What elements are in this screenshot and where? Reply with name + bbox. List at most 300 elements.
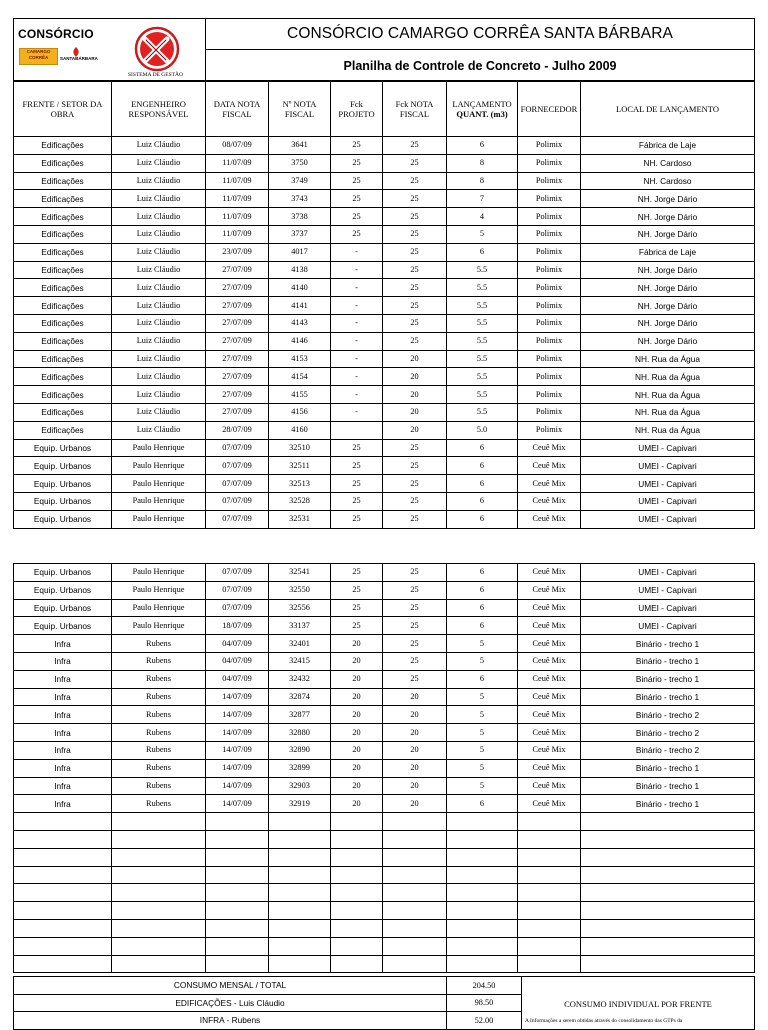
cell-local: NH. Rua da Água xyxy=(581,350,755,368)
table-row xyxy=(14,421,755,439)
cell-frente: Infra xyxy=(14,635,112,653)
cell-engenheiro: Luiz Cláudio xyxy=(112,332,206,350)
cell-fornecedor: Ceuê Mix xyxy=(518,492,581,510)
cell-frente: Edificações xyxy=(14,314,112,332)
cell-fck-projeto: 20 xyxy=(331,795,383,813)
cell-local: NH. Jorge Dário xyxy=(581,190,755,208)
col-lancamento-label: LANÇAMENTO xyxy=(452,98,512,109)
empty-cell xyxy=(269,919,331,937)
cell-quant: 5.5 xyxy=(447,279,518,297)
cell-quant: 5.5 xyxy=(447,386,518,404)
cell-nota: 3743 xyxy=(269,190,331,208)
cell-engenheiro: Rubens xyxy=(112,759,206,777)
empty-cell xyxy=(581,830,755,848)
empty-cell xyxy=(331,866,383,884)
cell-frente: Infra xyxy=(14,706,112,724)
consumo-individual-title: CONSUMO INDIVIDUAL POR FRENTE xyxy=(564,999,712,1009)
cell-data: 11/07/09 xyxy=(206,154,269,172)
table-row xyxy=(14,243,755,261)
cell-local: Binário - trecho 2 xyxy=(581,706,755,724)
cell-engenheiro: Luiz Cláudio xyxy=(112,190,206,208)
table-row xyxy=(14,652,755,670)
cell-fornecedor: Polimix xyxy=(518,261,581,279)
cell-fck-nota: 25 xyxy=(383,599,447,617)
cell-quant: 6 xyxy=(447,137,518,155)
cell-frente: Infra xyxy=(14,759,112,777)
cell-nota: 4160 xyxy=(269,421,331,439)
cell-local: Fábrica de Laje xyxy=(581,243,755,261)
cell-fck-projeto: 20 xyxy=(331,724,383,742)
cell-engenheiro: Luiz Cláudio xyxy=(112,314,206,332)
cell-fornecedor: Polimix xyxy=(518,225,581,243)
cell-engenheiro: Rubens xyxy=(112,706,206,724)
cell-local: UMEI - Capivari xyxy=(581,581,755,599)
cell-frente: Infra xyxy=(14,741,112,759)
empty-cell xyxy=(331,848,383,866)
cell-data: 27/07/09 xyxy=(206,368,269,386)
table-row xyxy=(14,670,755,688)
cell-engenheiro: Luiz Cláudio xyxy=(112,403,206,421)
empty-cell xyxy=(14,830,112,848)
cell-nota: 32541 xyxy=(269,564,331,582)
cell-fornecedor: Polimix xyxy=(518,154,581,172)
cell-local: NH. Jorge Dário xyxy=(581,261,755,279)
cell-local: UMEI - Capivari xyxy=(581,457,755,475)
cell-frente: Infra xyxy=(14,777,112,795)
cell-frente: Equip. Urbanos xyxy=(14,457,112,475)
empty-row xyxy=(14,937,755,955)
cell-quant: 5 xyxy=(447,635,518,653)
consumo-individual-note: A Informações a serem obtidas através do consolidamento das GTPs da xyxy=(525,1018,683,1024)
table-row xyxy=(14,564,755,582)
empty-cell xyxy=(112,866,206,884)
cell-fck-projeto: 25 xyxy=(331,225,383,243)
cell-engenheiro: Luiz Cláudio xyxy=(112,172,206,190)
cell-quant: 5.5 xyxy=(447,297,518,315)
cell-local: Binário - trecho 2 xyxy=(581,741,755,759)
empty-cell xyxy=(447,955,518,973)
cell-fornecedor: Polimix xyxy=(518,314,581,332)
empty-cell xyxy=(518,919,581,937)
cell-quant: 5.5 xyxy=(447,261,518,279)
cell-fck-nota: 25 xyxy=(383,225,447,243)
table-row xyxy=(14,439,755,457)
cell-quant: 6 xyxy=(447,475,518,493)
cell-fornecedor: Polimix xyxy=(518,172,581,190)
table-row xyxy=(14,137,755,155)
cell-quant: 8 xyxy=(447,154,518,172)
cell-fck-nota: 25 xyxy=(383,208,447,226)
cell-fck-projeto: 25 xyxy=(331,190,383,208)
cell-fck-projeto: 20 xyxy=(331,635,383,653)
cell-quant: 5 xyxy=(447,724,518,742)
cell-local: UMEI - Capivari xyxy=(581,617,755,635)
table-row xyxy=(14,350,755,368)
cell-fck-nota: 25 xyxy=(383,439,447,457)
cell-fornecedor: Ceuê Mix xyxy=(518,457,581,475)
cell-frente: Edificações xyxy=(14,137,112,155)
cell-frente: Equip. Urbanos xyxy=(14,510,112,528)
cell-fornecedor: Polimix xyxy=(518,386,581,404)
cell-quant: 6 xyxy=(447,581,518,599)
cell-data: 07/07/09 xyxy=(206,492,269,510)
cell-engenheiro: Rubens xyxy=(112,670,206,688)
cell-frente: Edificações xyxy=(14,421,112,439)
empty-row xyxy=(14,813,755,831)
empty-cell xyxy=(331,919,383,937)
sistema-gestao-label: SISTEMA DE GESTÃO xyxy=(128,72,184,78)
cell-fck-projeto: 20 xyxy=(331,759,383,777)
table-row xyxy=(14,688,755,706)
table-row xyxy=(14,190,755,208)
camargo-correa-logo: CAMARGO CORRÊA xyxy=(19,48,58,65)
cell-local: UMEI - Capivari xyxy=(581,510,755,528)
cell-quant: 6 xyxy=(447,439,518,457)
cell-fck-nota: 25 xyxy=(383,243,447,261)
cell-fck-nota: 20 xyxy=(383,350,447,368)
cell-fck-nota: 25 xyxy=(383,279,447,297)
cell-data: 07/07/09 xyxy=(206,457,269,475)
empty-cell xyxy=(331,937,383,955)
empty-cell xyxy=(14,866,112,884)
cell-fck-projeto: 25 xyxy=(331,617,383,635)
cell-local: NH. Jorge Dário xyxy=(581,279,755,297)
cell-quant: 6 xyxy=(447,795,518,813)
table-row xyxy=(14,208,755,226)
empty-cell xyxy=(206,884,269,902)
table-row xyxy=(14,279,755,297)
cell-fck-projeto: 25 xyxy=(331,510,383,528)
empty-cell xyxy=(383,813,447,831)
cell-nota: 32401 xyxy=(269,635,331,653)
cell-fck-nota: 20 xyxy=(383,759,447,777)
table-row xyxy=(14,225,755,243)
cell-engenheiro: Luiz Cláudio xyxy=(112,243,206,261)
santa-barbara-flame-icon xyxy=(69,44,83,54)
cell-engenheiro: Paulo Henrique xyxy=(112,599,206,617)
empty-cell xyxy=(14,955,112,973)
empty-cell xyxy=(581,848,755,866)
cell-local: Fábrica de Laje xyxy=(581,137,755,155)
empty-cell xyxy=(447,902,518,920)
cell-fornecedor: Polimix xyxy=(518,243,581,261)
cell-frente: Edificações xyxy=(14,154,112,172)
cell-nota: 32531 xyxy=(269,510,331,528)
empty-cell xyxy=(206,866,269,884)
cell-fck-projeto: - xyxy=(331,350,383,368)
cell-local: NH. Jorge Dário xyxy=(581,225,755,243)
empty-cell xyxy=(269,955,331,973)
empty-cell xyxy=(447,830,518,848)
cell-fck-nota: 25 xyxy=(383,314,447,332)
cell-local: Binário - trecho 1 xyxy=(581,759,755,777)
cell-fornecedor: Polimix xyxy=(518,350,581,368)
cell-nota: 32874 xyxy=(269,688,331,706)
empty-cell xyxy=(447,848,518,866)
empty-cell xyxy=(383,848,447,866)
cell-engenheiro: Paulo Henrique xyxy=(112,475,206,493)
empty-cell xyxy=(14,884,112,902)
cell-fck-projeto: - xyxy=(331,386,383,404)
cell-fornecedor: Polimix xyxy=(518,208,581,226)
cell-data: 07/07/09 xyxy=(206,599,269,617)
cell-fck-nota: 25 xyxy=(383,154,447,172)
cell-quant: 5.5 xyxy=(447,403,518,421)
cell-fck-nota: 25 xyxy=(383,172,447,190)
empty-cell xyxy=(14,937,112,955)
cell-nota: 4155 xyxy=(269,386,331,404)
cell-data: 04/07/09 xyxy=(206,635,269,653)
cell-fornecedor: Polimix xyxy=(518,190,581,208)
cell-data: 14/07/09 xyxy=(206,741,269,759)
cell-local: Binário - trecho 1 xyxy=(581,777,755,795)
cell-local: NH. Rua da Água xyxy=(581,421,755,439)
cell-frente: Infra xyxy=(14,795,112,813)
cell-fck-nota: 25 xyxy=(383,581,447,599)
cell-quant: 5.5 xyxy=(447,368,518,386)
empty-cell xyxy=(383,830,447,848)
cell-nota: 32510 xyxy=(269,439,331,457)
cell-fornecedor: Ceuê Mix xyxy=(518,564,581,582)
cell-data: 11/07/09 xyxy=(206,208,269,226)
table-row xyxy=(14,599,755,617)
cell-engenheiro: Luiz Cláudio xyxy=(112,368,206,386)
cell-engenheiro: Luiz Cláudio xyxy=(112,208,206,226)
empty-cell xyxy=(14,902,112,920)
cell-data: 14/07/09 xyxy=(206,777,269,795)
cell-engenheiro: Rubens xyxy=(112,635,206,653)
empty-row xyxy=(14,955,755,973)
cell-quant: 5 xyxy=(447,706,518,724)
cell-fck-projeto: 20 xyxy=(331,706,383,724)
cell-fck-nota: 25 xyxy=(383,617,447,635)
table-row xyxy=(14,332,755,350)
cell-quant: 5.5 xyxy=(447,314,518,332)
table-row xyxy=(14,172,755,190)
cell-quant: 4 xyxy=(447,208,518,226)
cell-data: 27/07/09 xyxy=(206,403,269,421)
cell-frente: Infra xyxy=(14,670,112,688)
cell-engenheiro: Paulo Henrique xyxy=(112,492,206,510)
cell-fornecedor: Ceuê Mix xyxy=(518,652,581,670)
cell-nota: 4153 xyxy=(269,350,331,368)
cell-fck-nota: 25 xyxy=(383,297,447,315)
cell-engenheiro: Paulo Henrique xyxy=(112,617,206,635)
cell-frente: Equip. Urbanos xyxy=(14,599,112,617)
cell-fck-projeto: 25 xyxy=(331,208,383,226)
cell-frente: Equip. Urbanos xyxy=(14,581,112,599)
cell-nota: 32513 xyxy=(269,475,331,493)
empty-cell xyxy=(112,902,206,920)
cell-fck-nota: 25 xyxy=(383,457,447,475)
cell-nota: 32528 xyxy=(269,492,331,510)
cell-engenheiro: Paulo Henrique xyxy=(112,564,206,582)
cell-frente: Edificações xyxy=(14,368,112,386)
cell-nota: 4138 xyxy=(269,261,331,279)
cell-fck-projeto: 25 xyxy=(331,475,383,493)
table-row xyxy=(14,777,755,795)
cell-data: 27/07/09 xyxy=(206,350,269,368)
empty-cell xyxy=(383,937,447,955)
empty-cell xyxy=(518,813,581,831)
cell-fornecedor: Ceuê Mix xyxy=(518,617,581,635)
cell-engenheiro: Luiz Cláudio xyxy=(112,137,206,155)
empty-cell xyxy=(447,813,518,831)
cell-nota: 4143 xyxy=(269,314,331,332)
empty-cell xyxy=(269,848,331,866)
cell-frente: Equip. Urbanos xyxy=(14,617,112,635)
cell-frente: Edificações xyxy=(14,172,112,190)
cell-engenheiro: Rubens xyxy=(112,688,206,706)
concrete-table-page1 xyxy=(13,80,754,529)
edificacoes-value: 98.50 xyxy=(447,994,522,1012)
cell-engenheiro: Rubens xyxy=(112,724,206,742)
empty-cell xyxy=(581,813,755,831)
cell-data: 11/07/09 xyxy=(206,190,269,208)
empty-row xyxy=(14,848,755,866)
cell-local: NH. Rua da Água xyxy=(581,386,755,404)
col-fck-projeto: Fck PROJETO xyxy=(331,81,383,137)
cell-quant: 6 xyxy=(447,617,518,635)
cell-fornecedor: Ceuê Mix xyxy=(518,439,581,457)
cell-local: Binário - trecho 1 xyxy=(581,670,755,688)
cell-data: 27/07/09 xyxy=(206,297,269,315)
sheet-subtitle: Planilha de Controle de Concreto - Julho 2009 xyxy=(206,50,755,82)
cell-quant: 6 xyxy=(447,670,518,688)
cell-fck-nota: 25 xyxy=(383,652,447,670)
empty-cell xyxy=(112,955,206,973)
sheet-header xyxy=(13,18,754,80)
cell-nota: 32556 xyxy=(269,599,331,617)
cell-data: 08/07/09 xyxy=(206,137,269,155)
cell-fck-projeto: 25 xyxy=(331,492,383,510)
col-fck-nota: Fck NOTA FISCAL xyxy=(383,81,447,137)
cell-fck-nota: 25 xyxy=(383,635,447,653)
cell-fck-nota: 20 xyxy=(383,368,447,386)
cell-fck-nota: 20 xyxy=(383,777,447,795)
cell-engenheiro: Paulo Henrique xyxy=(112,457,206,475)
cell-fornecedor: Ceuê Mix xyxy=(518,670,581,688)
empty-cell xyxy=(112,848,206,866)
cell-fck-projeto: 25 xyxy=(331,154,383,172)
empty-cell xyxy=(581,919,755,937)
empty-cell xyxy=(581,955,755,973)
cell-fornecedor: Ceuê Mix xyxy=(518,599,581,617)
cell-local: NH. Jorge Dário xyxy=(581,314,755,332)
cell-local: Binário - trecho 1 xyxy=(581,688,755,706)
empty-cell xyxy=(331,884,383,902)
cell-nota: 32919 xyxy=(269,795,331,813)
cell-frente: Equip. Urbanos xyxy=(14,475,112,493)
cell-fornecedor: Ceuê Mix xyxy=(518,777,581,795)
table-row xyxy=(14,741,755,759)
empty-row xyxy=(14,919,755,937)
cell-local: NH. Jorge Dário xyxy=(581,332,755,350)
consumo-individual-cell xyxy=(522,977,755,1030)
infra-label: INFRA - Rubens xyxy=(14,1012,447,1030)
cell-data: 07/07/09 xyxy=(206,439,269,457)
empty-cell xyxy=(269,813,331,831)
col-frente: FRENTE / SETOR DA OBRA xyxy=(14,81,112,137)
table-row xyxy=(14,386,755,404)
empty-row xyxy=(14,902,755,920)
logo-block xyxy=(14,19,206,82)
cell-frente: Edificações xyxy=(14,243,112,261)
cell-fornecedor: Polimix xyxy=(518,332,581,350)
cell-fornecedor: Ceuê Mix xyxy=(518,759,581,777)
cell-data: 07/07/09 xyxy=(206,475,269,493)
cell-fck-nota: 20 xyxy=(383,795,447,813)
empty-cell xyxy=(112,884,206,902)
col-quant-label: QUANT. (m3) xyxy=(456,108,508,119)
empty-cell xyxy=(269,866,331,884)
cell-data: 14/07/09 xyxy=(206,688,269,706)
empty-cell xyxy=(383,919,447,937)
cell-engenheiro: Rubens xyxy=(112,795,206,813)
cell-nota: 32903 xyxy=(269,777,331,795)
cell-quant: 6 xyxy=(447,510,518,528)
cell-engenheiro: Rubens xyxy=(112,741,206,759)
cell-fck-projeto: - xyxy=(331,261,383,279)
cell-fck-projeto: - xyxy=(331,332,383,350)
cell-fck-projeto: 25 xyxy=(331,457,383,475)
table-row xyxy=(14,795,755,813)
edificacoes-label: EDIFICAÇÕES - Luis Cláudio xyxy=(14,994,447,1012)
table-row xyxy=(14,154,755,172)
cell-quant: 5.0 xyxy=(447,421,518,439)
table-row xyxy=(14,759,755,777)
cell-frente: Edificações xyxy=(14,297,112,315)
cell-engenheiro: Luiz Cláudio xyxy=(112,386,206,404)
empty-cell xyxy=(206,902,269,920)
table-row xyxy=(14,368,755,386)
table-row xyxy=(14,457,755,475)
cell-fck-nota: 20 xyxy=(383,688,447,706)
cell-quant: 6 xyxy=(447,599,518,617)
cell-fornecedor: Polimix xyxy=(518,279,581,297)
cell-nota: 4146 xyxy=(269,332,331,350)
empty-cell xyxy=(112,813,206,831)
sheet-title: CONSÓRCIO CAMARGO CORRÊA SANTA BÁRBARA xyxy=(206,19,755,50)
cell-fornecedor: Ceuê Mix xyxy=(518,510,581,528)
cell-engenheiro: Luiz Cláudio xyxy=(112,350,206,368)
cell-fck-projeto: 20 xyxy=(331,652,383,670)
empty-cell xyxy=(518,848,581,866)
cell-fornecedor: Polimix xyxy=(518,137,581,155)
empty-row xyxy=(14,830,755,848)
cell-frente: Infra xyxy=(14,652,112,670)
cell-fornecedor: Polimix xyxy=(518,421,581,439)
cell-fck-nota: 25 xyxy=(383,492,447,510)
cell-fck-nota: 20 xyxy=(383,386,447,404)
cell-data: 04/07/09 xyxy=(206,652,269,670)
cell-local: UMEI - Capivari xyxy=(581,492,755,510)
cell-fck-projeto: 25 xyxy=(331,599,383,617)
cell-quant: 5 xyxy=(447,759,518,777)
cell-fck-nota: 25 xyxy=(383,510,447,528)
empty-cell xyxy=(112,937,206,955)
cell-frente: Edificações xyxy=(14,261,112,279)
cell-nota: 32899 xyxy=(269,759,331,777)
col-local: LOCAL DE LANÇAMENTO xyxy=(581,81,755,137)
col-fornecedor: FORNECEDOR xyxy=(518,81,581,137)
cell-engenheiro: Luiz Cláudio xyxy=(112,421,206,439)
empty-cell xyxy=(269,884,331,902)
empty-cell xyxy=(518,830,581,848)
cell-quant: 5.5 xyxy=(447,332,518,350)
table-row xyxy=(14,475,755,493)
empty-cell xyxy=(581,884,755,902)
